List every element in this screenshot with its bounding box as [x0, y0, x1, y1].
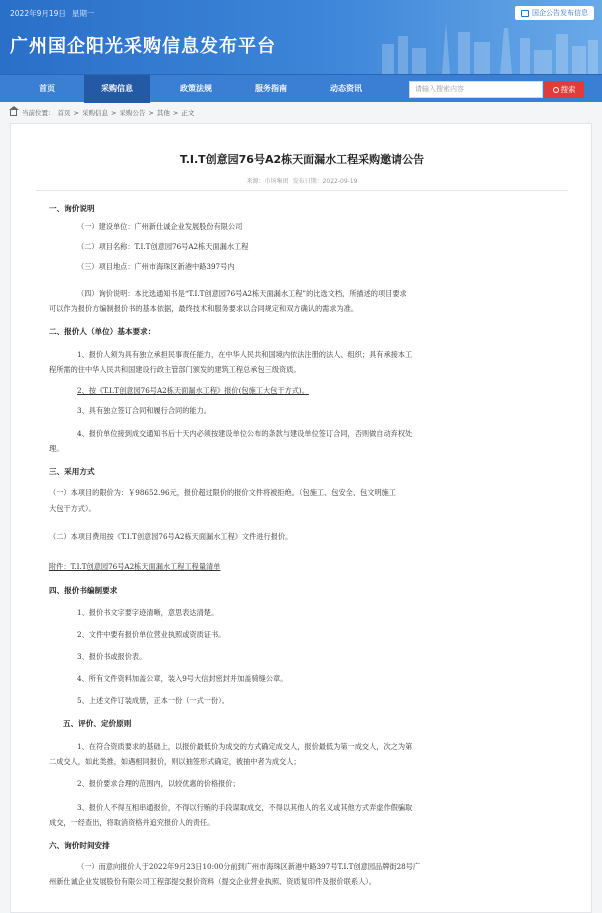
breadcrumb-separator: > [73, 108, 79, 117]
article-line[interactable]: 2、按《T.I.T创意园76号A2栋天面漏水工程》报价(包施工大包干方式)。 [77, 386, 309, 395]
title-divider [36, 190, 568, 191]
nav-item-policy[interactable]: 政策法规 [180, 84, 212, 93]
section-heading: 二、报价人（单位）基本要求： [49, 327, 156, 336]
section-heading: 一、询价说明 [49, 204, 95, 213]
section-heading: 四、报价书编制要求 [49, 586, 118, 595]
search-input[interactable]: 请输入搜索内容 [409, 81, 543, 98]
article-line: 3、报价人不得互相串通报价，不得以行贿的手段谋取成交，不得以其他人的名义或其他方式弄虚作假骗取 [77, 803, 413, 812]
section-heading: 五、评价、定价原则 [63, 719, 132, 728]
article-line: （三）项目地点：广州市海珠区新港中路397号内 [77, 262, 235, 271]
article-source: 来源：市场集团 [246, 178, 289, 185]
article-line: 可以作为报价方编制报价书的基本依据，最终技术和服务要求以合同规定和双方确认的需求为准。 [49, 304, 359, 313]
main-nav [0, 74, 602, 102]
article-line: 1、报价书文字要字迹清晰，意思表达清楚。 [77, 608, 219, 617]
breadcrumb-separator: > [172, 108, 179, 117]
article-title: T.I.T创意园76号A2栋天面漏水工程采购邀请公告 [179, 153, 425, 166]
article-line: （一）本项目的限价为：￥98652.96元，报价超过限价的报价文件将被拒绝。（包施工、包安全、包文明施工 [49, 488, 396, 497]
article-line: （二）项目名称：T.I.T创意园76号A2栋天面漏水工程 [77, 242, 249, 251]
site-title: 广州国企阳光采购信息发布平台 [10, 36, 276, 57]
article-line: 3、具有独立签订合同和履行合同的能力。 [77, 406, 211, 415]
article-line: 二成交人，如此类推，如遇相同报价，则以抽签形式确定，被抽中者为成交人； [49, 757, 301, 766]
top-banner [0, 0, 602, 74]
notice-link-label: 国企公告发布信息 [532, 9, 588, 17]
breadcrumb-other[interactable]: 其他 [156, 109, 170, 117]
article-line: 2、报价要求合理的范围内，以较优惠的价格报价； [77, 779, 240, 788]
home-icon [10, 110, 17, 116]
article-line: 4、所有文件资料加盖公章，装入9号大信封密封并加盖骑缝公章。 [77, 674, 288, 683]
section-heading: 三、采用方式 [49, 467, 95, 476]
article-line: 5、上述文件订装成册，正本一份（一式一份）。 [77, 696, 229, 705]
nav-item-news[interactable]: 动态资讯 [330, 84, 362, 93]
article-line: （二）本项目费用按《T.I.T创意园76号A2栋天面漏水工程》文件进行报价。 [49, 532, 293, 541]
breadcrumb-separator: > [110, 108, 117, 117]
breadcrumb-prefix: 当前位置： [22, 109, 55, 117]
article-line: 程所需的住中华人民共和国建设行政主管部门颁发的建筑工程总承包三级资质。 [49, 365, 301, 374]
date-text: 2022年9月19日 [10, 9, 66, 18]
city-skyline-icon [372, 14, 602, 74]
breadcrumb [10, 108, 194, 117]
article-panel [10, 123, 592, 913]
article-line: （一）建设单位：广州新仕诚企业发展股份有限公司 [77, 222, 243, 231]
nav-item-home[interactable]: 首页 [39, 84, 55, 93]
article-line: 3、报价书或报价表。 [77, 652, 147, 661]
article-line[interactable]: 附件：T.I.T创意园76号A2栋天面漏水工程工程量清单 [49, 562, 221, 571]
section-heading: 六、询价时间安排 [49, 841, 110, 850]
breadcrumb-home[interactable]: 首页 [57, 109, 71, 117]
breadcrumb-procurement[interactable]: 采购信息 [81, 109, 108, 117]
article-line: 州新仕诚企业发展股份有限公司工程部提交报价资料（提交企业营业执照、资质复印件及报价联系人）。 [49, 877, 377, 886]
nav-item-service-guide[interactable]: 服务指南 [255, 84, 287, 93]
article-meta [11, 176, 593, 185]
article-line: 1、报价人须为具有独立承担民事责任能力，在中华人民共和国境内依法注册的法人、组织；具有承接本工 [77, 350, 413, 359]
article-line: 4、报价单位接到成交通知书后十天内必须按建设单位公布的条款与建设单位签订合同，否则做自动弃权处 [77, 429, 413, 438]
article-line: （一）而意向报价人于2022年9月23日10:00分前到广州市海珠区新港中路397号T.I.T创意园品牌街28号广 [77, 862, 421, 871]
article-line: 大包干方式）。 [49, 504, 96, 513]
article-line: 1、在符合资质要求的基础上，以报价最低价为成交的方式确定成交人，报价最低为第一成交人，次之为第 [77, 742, 413, 751]
breadcrumb-notices[interactable]: 采购公告 [119, 109, 146, 117]
search-button[interactable] [544, 81, 584, 98]
article-date: 发布日期：2022-09-19 [292, 178, 358, 185]
breadcrumb-separator: > [148, 108, 154, 117]
article-line: 理。 [49, 444, 64, 453]
header-date [10, 8, 94, 19]
search-icon [553, 87, 559, 93]
weekday-text: 星期一 [71, 9, 95, 18]
breadcrumb-current: 正文 [181, 109, 195, 117]
article-line: 2、文件中要有报价单位营业执照或资质证书。 [77, 630, 226, 639]
article-line: 成交，一经查出，将取消资格并追究报价人的责任。 [49, 818, 215, 827]
article-line: （四）询价说明：本比选通知书是“T.I.T创意园76号A2栋天面漏水工程”的比选文档，所描述的项目要求 [77, 289, 407, 298]
nav-item-procurement[interactable]: 采购信息 [84, 75, 150, 103]
search-button-label: 搜索 [560, 85, 576, 94]
